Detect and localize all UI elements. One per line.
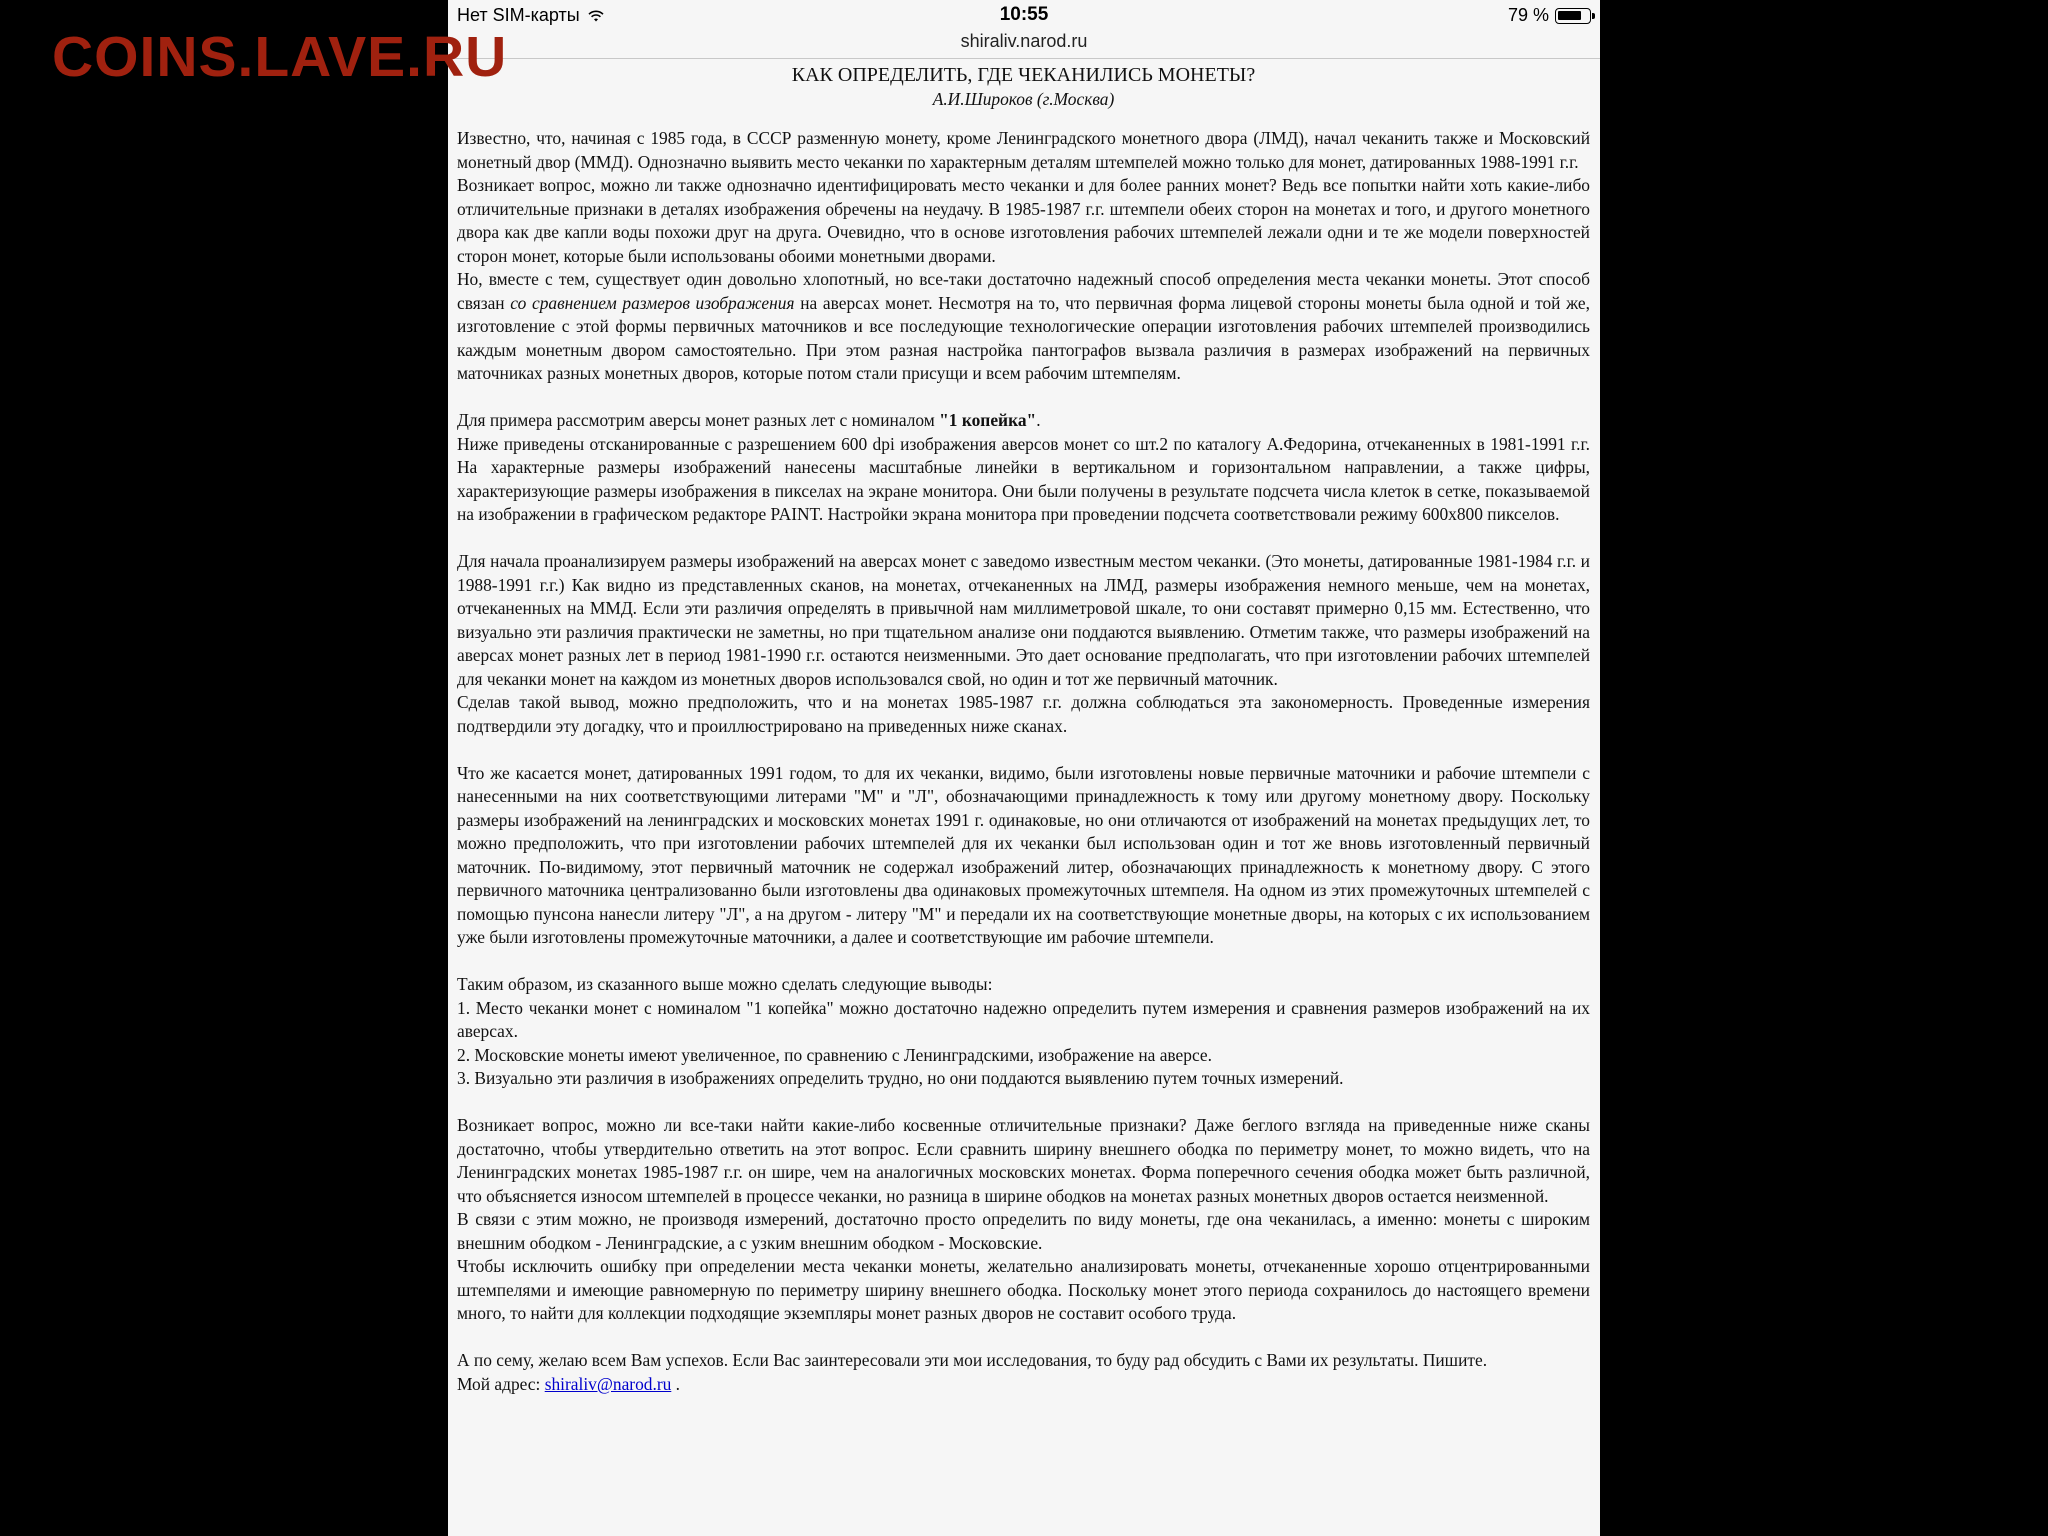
paragraph-closing: А по сему, желаю всем Вам успехов. Если Вас заинтересовали эти мои исследования, то буду рад обсудить с Вами их результаты. Пишите. [457,1350,1488,1370]
paragraph-rim-question: Возникает вопрос, можно ли все-таки найти какие-либо косвенные отличительные признаки? Даже беглого взгляда на приведенные ниже сканы достаточно, чтобы утвердительно ответить на этот вопрос. Если сравнить ширину внешнего ободка по периметру монет, то можно видеть, что на Ленинградских монетах 1985-1987 г.г. он шире, чем на аналогичных московских монетах. Форма поперечного сечения ободка может быть различной, что объясняется износом штемпелей в процессе чеканки, но разница в ширине ободков на монетах разных монетных дворов остается неизменной. [457,1115,1590,1206]
example-text-end: . [1036,410,1041,430]
tablet-screen [448,0,1600,1536]
paragraph-1991: Что же касается монет, датированных 1991 годом, то для их чеканки, видимо, были изготовлены новые первичные маточники и рабочие штемпели с нанесенными на них соответствующими литерами "М" и "Л", обозначающими принадлежность к тому или другому монетному двору. Поскольку размеры изображений на ленинградских и московских монетах 1991 г. одинаковые, но они отличаются от изображений на монетах предыдущих лет, то можно предположить, что при изготовлении рабочих штемпелей для их чеканки был использован один и тот же вновь изготовленный первичный маточник. По-видимому, этот первичный маточник не содержал изображений литер, обозначающих принадлежность к монетному двору. С этого первичного маточника централизованно были изготовлены два одинаковых промежуточных штемпеля. На одном из этих промежуточных штемпелей с помощью пунсона нанесли литеру "Л", а на другом - литеру "М" и передали их на соответствующие монетные дворы, на которых с их использованием уже были изготовлены промежуточные маточники, а далее и соответствующие им рабочие штемпели. [457,762,1590,947]
contact-end: . [671,1373,681,1394]
address-bar[interactable]: shiraliv.narod.ru [448,29,1600,59]
conclusion-item-2: 2. Московские монеты имеют увеличенное, по сравнению с Ленинградскими, изображение на аверсе. [457,1044,1212,1065]
example-text-start: Для примера рассмотрим аверсы монет разных лет с номиналом [457,410,940,430]
article [457,62,1590,1396]
paragraph-scans: Ниже приведены отсканированные с разрешением 600 dpi изображения аверсов монет со шт.2 по каталогу А.Федорина, отчеканенных в 1981-1991 г.г. На характерные размеры изображений нанесены масштабные линейки в вертикальном и горизонтальном направлении, а также цифры, характеризующие размеры изображения в пикселах на экране монитора. Они были получены в результате подсчета числа клеток в сетке, показываемой на изображении в графическом редакторе PAINT. Настройки экрана монитора при проведении подсчета соответствовали режиму 600x800 пикселов. [457,433,1590,524]
method-text-start: Но, вместе с тем, существует один довольно хлопотный, но все-таки достаточно надежный способ определения места чеканки монеты. Этот способ связан [457,269,1590,313]
contact-line [457,1373,1590,1397]
paragraph-conclusions-intro: Таким образом, из сказанного выше можно сделать следующие выводы: [457,974,993,994]
battery-icon [1555,8,1591,24]
paragraph-question: Возникает вопрос, можно ли также однозначно идентифицировать место чеканки и для более ранних монет? Ведь все попытки найти хоть какие-либо отличительные признаки в деталях изображения обречены на неудачу. В 1985-1987 г.г. штемпели обеих сторон на монетах и того, и другого монетного двора как две капли воды похожи друг на друга. Очевидно, что в основе изготовления рабочих штемпелей лежали одни и те же модели поверхностей сторон монет, которые были использованы обоими монетными дворами. [457,175,1590,266]
battery-percent: 79 % [1507,5,1549,25]
status-bar [448,0,1600,30]
paragraph-rim-rule: В связи с этим можно, не производя измерений, достаточно просто определить по виду монеты, где она чеканилась, а именно: монеты с широким внешним ободком - Ленинградские, а с узким внешним ободком - Московские. [457,1209,1590,1253]
battery-area [1508,5,1591,26]
method-text-end: на аверсах монет. Несмотря на то, что первичная форма лицевой стороны монеты была одной и той же, изготовление с этой формы первичных маточников и все последующие технологические операции изготовления рабочих штемпелей производились каждым монетным двором самостоятельно. При этом разная настройка пантографов вызвала различия в размерах изображений на первичных маточниках разных монетных дворов, которые потом стали присущи и всем рабочим штемпелям. [457,292,1590,383]
paragraph-advice: Чтобы исключить ошибку при определении места чеканки монеты, желательно анализировать монеты, отчеканенные хорошо отцентрированными штемпелями и имеющие равномерную по периметру ширину внешнего ободка. Поскольку монет этого периода сохранилось до настоящего времени много, то найти для коллекции подходящие экземпляры монет разных дворов не составит особого труда. [457,1256,1590,1323]
paragraph-conclusion-assumption: Сделав такой вывод, можно предположить, что и на монетах 1985-1987 г.г. должна соблюдаться эта закономерность. Проведенные измерения подтвердили эту догадку, что и проиллюстрировано на приведенных ниже сканах. [457,692,1590,736]
paragraph-analysis: Для начала проанализируем размеры изображений на аверсах монет с заведомо известным местом чеканки. (Это монеты, датированные 1981-1984 г.г. и 1988-1991 г.г.) Как видно из представленных сканов, на монетах, отчеканенных на ЛМД, размеры изображения немного меньше, чем на монетах, отчеканенных на ММД. Если эти различия определять в привычной нам миллиметровой шкале, то они составят примерно 0,15 мм. Естественно, что визуально эти различия практически не заметны, но при тщательном анализе они поддаются выявлению. Отметим также, что размеры изображений на аверсах монет разных лет в период 1981-1990 г.г. остаются неизменными. Это дает основание предполагать, что при изготовлении рабочих штемпелей для чеканки монет на каждом из монетных дворов использовался свой, но один и тот же первичный маточник. [457,551,1590,689]
conclusion-item-3: 3. Визуально эти различия в изображениях определить трудно, но они поддаются выявлению путем точных измерений. [457,1068,1344,1088]
paragraph-intro: Известно, что, начиная с 1985 года, в СССР разменную монету, кроме Ленинградского монетного двора (ЛМД), начал чеканить также и Московский монетный двор (ММД). Однозначно выявить место чеканки по характерным деталям штемпелей можно только для монет, датированных 1988-1991 г.г. [457,128,1590,172]
paragraph-example [457,409,1590,433]
conclusion-item-1: 1. Место чеканки монет с номиналом "1 копейка" можно достаточно надежно определить путем измерения и сравнения размеров изображений на их аверсах. [457,997,1590,1041]
method-emphasis: со сравнением размеров изображения [510,292,795,313]
battery-level-fill [1558,11,1581,20]
article-title: КАК ОПРЕДЕЛИТЬ, ГДЕ ЧЕКАНИЛИСЬ МОНЕТЫ? [791,64,1256,86]
contact-label: Мой адрес: [457,1373,545,1394]
watermark-logo: COINS.LAVE.RU [52,25,508,89]
email-link[interactable]: shiraliv@narod.ru [544,1373,672,1394]
clock: 10:55 [999,4,1049,25]
paragraph-method [457,268,1590,386]
example-denomination: "1 копейка" [939,410,1037,430]
carrier-label: Нет SIM-карты [457,5,580,25]
article-author: А.И.Широков (г.Москва) [932,89,1115,109]
